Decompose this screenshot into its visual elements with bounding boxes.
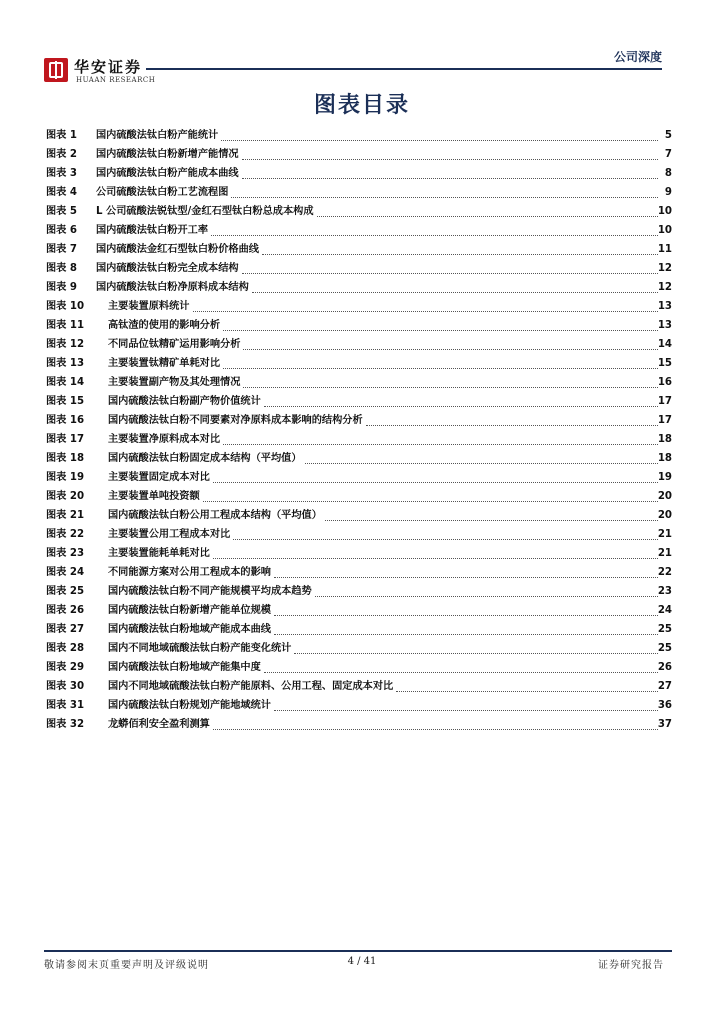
toc-entry-title: 国内硫酸法钛白粉固定成本结构（平均值）	[108, 453, 302, 464]
toc-entry-title: 国内不同地域硫酸法钛白粉产能原料、公用工程、固定成本对比	[108, 681, 394, 692]
toc-entry-label: 图表 25	[46, 586, 85, 597]
toc-entry-label: 图表 20	[46, 491, 85, 502]
toc-leader-dots	[262, 253, 658, 255]
toc-entry-title: 国内硫酸法钛白粉副产物价值统计	[108, 396, 261, 407]
toc-entry-page: 36	[657, 700, 672, 711]
toc-entry-page: 10	[657, 206, 672, 217]
toc-entry[interactable]	[46, 126, 672, 145]
toc-entry[interactable]	[46, 335, 672, 354]
toc-leader-dots	[223, 329, 658, 331]
toc-entry-title: 国内硫酸法钛白粉开工率	[96, 225, 209, 236]
page-title: 图表目录	[313, 93, 410, 118]
toc-entry-title: 龙蟒佰利安全盈利测算	[108, 719, 210, 730]
toc-entry-page: 17	[657, 415, 672, 426]
toc-entry-page: 25	[657, 643, 672, 654]
toc-entry-page: 23	[657, 586, 672, 597]
toc-entry-title: 主要装置公用工程成本对比	[108, 529, 231, 540]
toc-entry-page: 25	[657, 624, 672, 635]
toc-leader-dots	[193, 310, 658, 312]
toc-entry-page: 19	[657, 472, 672, 483]
toc-entry-label: 图表 14	[46, 377, 85, 388]
toc-entry-label: 图表 9	[46, 282, 78, 293]
toc-leader-dots	[213, 481, 658, 483]
toc-entry[interactable]	[46, 373, 672, 392]
toc-entry[interactable]	[46, 715, 672, 734]
toc-entry-page: 17	[657, 396, 672, 407]
toc-entry-title: 主要装置副产物及其处理情况	[108, 377, 241, 388]
toc-entry-label: 图表 6	[46, 225, 78, 236]
toc-entry[interactable]	[46, 297, 672, 316]
toc-entry-page: 13	[657, 301, 672, 312]
toc-entry-label: 图表 17	[46, 434, 85, 445]
toc-leader-dots	[223, 443, 658, 445]
toc-entry-title: 国内硫酸法钛白粉完全成本结构	[96, 263, 239, 274]
toc-leader-dots	[317, 215, 658, 217]
footer-disclaimer: 敬请参阅末页重要声明及评级说明	[44, 960, 209, 971]
toc-entry[interactable]	[46, 278, 672, 297]
toc-entry-label: 图表 8	[46, 263, 78, 274]
toc-entry[interactable]	[46, 145, 672, 164]
toc-entry-label: 图表 13	[46, 358, 85, 369]
toc-entry-title: 不同能源方案对公用工程成本的影响	[108, 567, 271, 578]
toc-entry-page: 12	[657, 263, 672, 274]
toc-entry-label: 图表 24	[46, 567, 85, 578]
toc-entry[interactable]	[46, 639, 672, 658]
toc-entry[interactable]	[46, 563, 672, 582]
toc-leader-dots	[366, 424, 658, 426]
toc-entry-label: 图表 22	[46, 529, 85, 540]
toc-entry-label: 图表 3	[46, 168, 78, 179]
toc-entry-title: 国内硫酸法钛白粉规划产能地域统计	[108, 700, 271, 711]
toc-entry-page: 14	[657, 339, 672, 350]
toc-entry[interactable]	[46, 183, 672, 202]
toc-entry-label: 图表 12	[46, 339, 85, 350]
toc-entry-label: 图表 28	[46, 643, 85, 654]
toc-entry-title: 主要装置原料统计	[108, 301, 190, 312]
toc-entry-page: 24	[657, 605, 672, 616]
toc-entry-title: 公司硫酸法钛白粉工艺流程图	[96, 187, 229, 198]
toc-entry-page: 13	[657, 320, 672, 331]
toc-leader-dots	[274, 576, 658, 578]
toc-entry-label: 图表 23	[46, 548, 85, 559]
toc-entry-title: 主要装置净原料成本对比	[108, 434, 221, 445]
toc-entry[interactable]	[46, 392, 672, 411]
toc-entry-page: 15	[657, 358, 672, 369]
toc-entry-label: 图表 10	[46, 301, 85, 312]
toc-entry[interactable]	[46, 525, 672, 544]
toc-entry-page: 16	[657, 377, 672, 388]
toc-entry-title: 国内硫酸法钛白粉新增产能单位规模	[108, 605, 271, 616]
toc-entry-label: 图表 26	[46, 605, 85, 616]
toc-entry-label: 图表 29	[46, 662, 85, 673]
toc-leader-dots	[315, 595, 658, 597]
footer-divider	[44, 950, 672, 952]
toc-entry-label: 图表 19	[46, 472, 85, 483]
toc-leader-dots	[203, 500, 658, 502]
toc-leader-dots	[233, 538, 658, 540]
toc-entry-page: 9	[664, 187, 672, 198]
toc-entry-page: 7	[664, 149, 672, 160]
toc-entry-page: 18	[657, 453, 672, 464]
toc-entry-title: 国内硫酸法钛白粉公用工程成本结构（平均值）	[108, 510, 322, 521]
toc-leader-dots	[252, 291, 658, 293]
toc-entry[interactable]	[46, 430, 672, 449]
toc-entry-title: 高钛渣的使用的影响分析	[108, 320, 221, 331]
toc-entry[interactable]	[46, 582, 672, 601]
toc-entry[interactable]	[46, 316, 672, 335]
toc-entry-title: 国内硫酸法钛白粉净原料成本结构	[96, 282, 249, 293]
toc-entry[interactable]	[46, 544, 672, 563]
table-of-figures	[46, 126, 672, 734]
toc-entry[interactable]	[46, 259, 672, 278]
toc-entry-title: 国内硫酸法钛白粉产能统计	[96, 130, 219, 141]
logo-subtitle: HUAAN RESEARCH	[76, 76, 156, 84]
toc-entry-title: 国内硫酸法钛白粉不同要素对净原料成本影响的结构分析	[108, 415, 363, 426]
toc-entry[interactable]	[46, 696, 672, 715]
toc-entry-page: 26	[657, 662, 672, 673]
toc-entry-label: 图表 32	[46, 719, 85, 730]
toc-entry-page: 22	[657, 567, 672, 578]
toc-entry-title: 国内硫酸法钛白粉新增产能情况	[96, 149, 239, 160]
toc-entry-page: 21	[657, 548, 672, 559]
toc-entry[interactable]	[46, 487, 672, 506]
toc-entry-page: 20	[657, 491, 672, 502]
toc-leader-dots	[231, 196, 658, 198]
toc-leader-dots	[223, 367, 658, 369]
toc-leader-dots	[211, 234, 658, 236]
toc-entry-label: 图表 15	[46, 396, 85, 407]
toc-entry-label: 图表 5	[46, 206, 78, 217]
toc-entry-page: 37	[657, 719, 672, 730]
toc-entry-title: 国内硫酸法钛白粉地域产能集中度	[108, 662, 261, 673]
toc-entry-label: 图表 27	[46, 624, 85, 635]
toc-entry[interactable]	[46, 164, 672, 183]
toc-entry-title: 国内硫酸法钛白粉产能成本曲线	[96, 168, 239, 179]
toc-entry-title: L 公司硫酸法锐钛型/金红石型钛白粉总成本构成	[96, 206, 314, 217]
company-logo	[44, 58, 194, 88]
toc-leader-dots	[274, 633, 658, 635]
toc-leader-dots	[305, 462, 658, 464]
toc-entry-page: 12	[657, 282, 672, 293]
toc-leader-dots	[274, 614, 658, 616]
toc-entry-label: 图表 31	[46, 700, 85, 711]
toc-leader-dots	[325, 519, 658, 521]
toc-leader-dots	[274, 709, 658, 711]
toc-entry-title: 主要装置能耗单耗对比	[108, 548, 210, 559]
logo-name: 华安证券	[74, 58, 143, 76]
toc-leader-dots	[264, 671, 658, 673]
toc-entry[interactable]	[46, 468, 672, 487]
toc-entry-label: 图表 2	[46, 149, 78, 160]
toc-leader-dots	[243, 348, 658, 350]
toc-entry-title: 不同品位钛精矿运用影响分析	[108, 339, 241, 350]
toc-entry-page: 27	[657, 681, 672, 692]
toc-entry-page: 8	[664, 168, 672, 179]
toc-entry[interactable]	[46, 601, 672, 620]
report-type-tag: 公司深度	[613, 50, 662, 64]
toc-entry-title: 主要装置单吨投资额	[108, 491, 200, 502]
toc-entry-page: 11	[657, 244, 672, 255]
toc-entry-title: 国内不同地域硫酸法钛白粉产能变化统计	[108, 643, 292, 654]
toc-entry[interactable]	[46, 677, 672, 696]
logo-seal-icon	[44, 58, 68, 82]
toc-entry-label: 图表 30	[46, 681, 85, 692]
header-divider	[146, 68, 662, 70]
toc-leader-dots	[242, 272, 658, 274]
toc-leader-dots	[242, 158, 658, 160]
toc-entry-title: 主要装置钛精矿单耗对比	[108, 358, 221, 369]
toc-entry-page: 20	[657, 510, 672, 521]
toc-entry-page: 18	[657, 434, 672, 445]
toc-entry-title: 主要装置固定成本对比	[108, 472, 210, 483]
toc-entry-label: 图表 4	[46, 187, 78, 198]
toc-entry[interactable]	[46, 620, 672, 639]
toc-entry[interactable]	[46, 449, 672, 468]
toc-entry-label: 图表 16	[46, 415, 85, 426]
toc-leader-dots	[242, 177, 658, 179]
toc-entry[interactable]	[46, 354, 672, 373]
toc-entry-label: 图表 18	[46, 453, 85, 464]
toc-entry[interactable]	[46, 202, 672, 221]
toc-entry-title: 国内硫酸法钛白粉地域产能成本曲线	[108, 624, 271, 635]
toc-entry[interactable]	[46, 221, 672, 240]
toc-entry-label: 图表 21	[46, 510, 85, 521]
page-number: 4 / 41	[347, 956, 377, 967]
toc-entry-title: 国内硫酸法钛白粉不同产能规模平均成本趋势	[108, 586, 312, 597]
toc-entry-page: 5	[664, 130, 672, 141]
toc-entry[interactable]	[46, 506, 672, 525]
toc-entry[interactable]	[46, 658, 672, 677]
toc-leader-dots	[213, 728, 658, 730]
toc-entry-page: 21	[657, 529, 672, 540]
toc-leader-dots	[396, 690, 658, 692]
toc-entry-page: 10	[657, 225, 672, 236]
toc-leader-dots	[213, 557, 658, 559]
toc-leader-dots	[221, 139, 658, 141]
toc-entry-label: 图表 1	[46, 130, 78, 141]
toc-entry-label: 图表 7	[46, 244, 78, 255]
toc-entry[interactable]	[46, 240, 672, 259]
toc-leader-dots	[243, 386, 658, 388]
toc-entry-label: 图表 11	[46, 320, 85, 331]
toc-entry[interactable]	[46, 411, 672, 430]
toc-entry-title: 国内硫酸法金红石型钛白粉价格曲线	[96, 244, 259, 255]
footer-doc-type: 证券研究报告	[598, 960, 664, 971]
toc-leader-dots	[294, 652, 658, 654]
toc-leader-dots	[264, 405, 658, 407]
